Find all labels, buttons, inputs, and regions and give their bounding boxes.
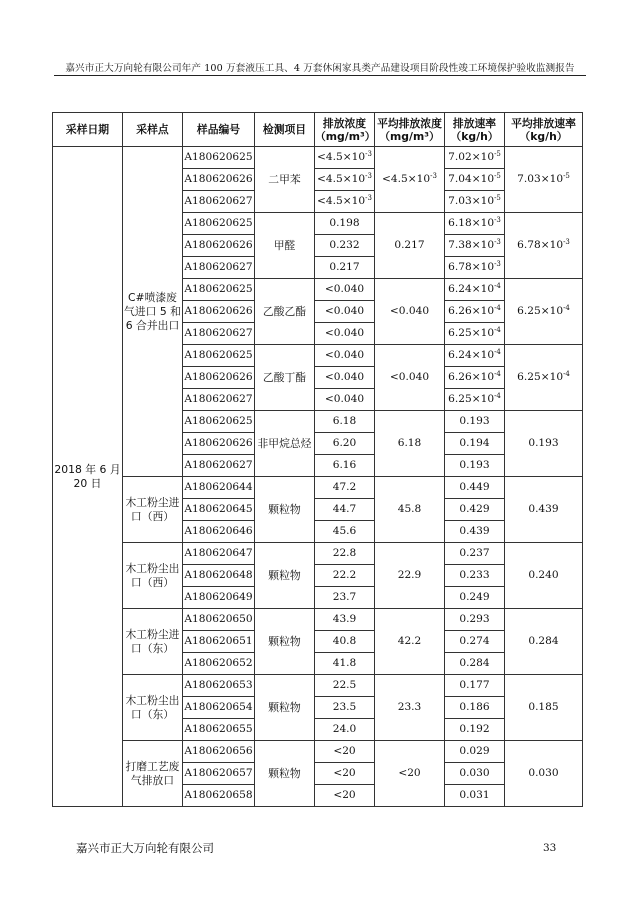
emission-rate-cell-text: 0.193	[459, 459, 490, 471]
avg-concentration-cell	[375, 345, 445, 411]
sample-id-cell	[183, 147, 255, 169]
avg-emission-rate-cell	[505, 477, 583, 543]
test-item-cell	[255, 147, 315, 213]
sample-id-cell	[183, 741, 255, 763]
emission-rate-cell-text: 7.38×10	[448, 239, 495, 251]
exponent: -3	[365, 150, 372, 158]
concentration-cell-text: 0.232	[329, 239, 360, 251]
sample-id-cell	[183, 477, 255, 499]
concentration-cell	[315, 169, 375, 191]
test-item-cell-text: 颗粒物	[268, 568, 301, 582]
emission-rate-cell	[445, 279, 505, 301]
col-header-rate: 排放速率（kg/h）	[445, 113, 505, 147]
avg-emission-rate-cell-text: 0.439	[528, 503, 559, 515]
emission-rate-cell	[445, 345, 505, 367]
concentration-cell	[315, 763, 375, 785]
sampling-point-cell-text: 打磨工艺废气排放口	[125, 759, 180, 787]
emission-rate-cell-text: 0.249	[459, 591, 490, 603]
concentration-cell	[315, 235, 375, 257]
emission-rate-cell-text: 7.02×10	[448, 151, 495, 163]
avg-emission-rate-cell	[505, 147, 583, 213]
col-header-item: 检测项目	[255, 113, 315, 147]
test-item-cell	[255, 411, 315, 477]
exponent: -4	[563, 304, 570, 312]
sample-id-cell	[183, 565, 255, 587]
avg-emission-rate-cell-text: 6.25×10	[517, 371, 564, 383]
concentration-cell-text: <4.5×10	[317, 195, 366, 207]
sampling-point-cell	[123, 609, 183, 675]
avg-concentration-cell	[375, 741, 445, 807]
concentration-cell-text: <0.040	[324, 305, 365, 317]
table-row	[53, 477, 583, 499]
sample-id-cell-text: A180620650	[184, 613, 253, 625]
concentration-cell-text: <0.040	[324, 371, 365, 383]
emission-rate-cell	[445, 257, 505, 279]
concentration-cell	[315, 301, 375, 323]
concentration-cell-text: 23.5	[332, 701, 357, 713]
sample-id-cell	[183, 653, 255, 675]
sample-id-cell	[183, 675, 255, 697]
sampling-point-cell	[123, 477, 183, 543]
sampling-point-cell	[123, 675, 183, 741]
concentration-cell-text: 6.16	[332, 459, 357, 471]
test-item-cell	[255, 213, 315, 279]
emission-rate-cell	[445, 301, 505, 323]
concentration-cell	[315, 587, 375, 609]
sample-id-cell	[183, 235, 255, 257]
avg-emission-rate-cell	[505, 345, 583, 411]
avg-concentration-cell-text: 42.2	[397, 635, 422, 647]
sample-id-cell-text: A180620651	[184, 635, 253, 647]
col-header-sample: 样品编号	[183, 113, 255, 147]
test-item-cell	[255, 345, 315, 411]
emission-rate-cell-text: 0.429	[459, 503, 490, 515]
table-row	[53, 741, 583, 763]
emission-rate-cell	[445, 499, 505, 521]
sample-id-cell-text: A180620626	[184, 239, 253, 251]
sample-id-cell	[183, 279, 255, 301]
exponent: -3	[365, 194, 372, 202]
emission-rate-cell-text: 0.192	[459, 723, 490, 735]
page-header: 嘉兴市正大万向轮有限公司年产 100 万套液压工具、4 万套休闲家具类产品建设项目阶段性竣工环境保护验收监测报告	[65, 63, 575, 74]
emission-rate-cell-text: 0.439	[459, 525, 490, 537]
avg-concentration-cell	[375, 279, 445, 345]
concentration-cell	[315, 279, 375, 301]
sampling-point-cell-text: C#喷漆废气进口 5 和 6 合并出口	[124, 290, 181, 332]
avg-concentration-cell-text: 45.8	[397, 503, 422, 515]
emission-rate-cell-text: 0.186	[459, 701, 490, 713]
test-item-cell-text: 非甲烷总烃	[257, 436, 312, 450]
sample-id-cell-text: A180620646	[184, 525, 253, 537]
sample-id-cell-text: A180620655	[184, 723, 253, 735]
exponent: -5	[494, 150, 501, 158]
sample-id-cell	[183, 587, 255, 609]
exponent: -3	[563, 238, 570, 246]
emission-rate-cell-text: 7.03×10	[448, 195, 495, 207]
emission-rate-cell-text: 6.25×10	[448, 393, 495, 405]
concentration-cell-text: 22.5	[332, 679, 357, 691]
emission-rate-cell	[445, 169, 505, 191]
test-item-cell-text: 颗粒物	[268, 634, 301, 648]
emission-rate-cell	[445, 367, 505, 389]
emission-rate-cell-text: 0.237	[459, 547, 490, 559]
sample-id-cell	[183, 609, 255, 631]
emission-rate-cell	[445, 609, 505, 631]
emission-rate-cell	[445, 697, 505, 719]
avg-emission-rate-cell-text: 0.030	[528, 767, 559, 779]
concentration-cell	[315, 499, 375, 521]
sample-id-cell-text: A180620625	[184, 151, 253, 163]
emission-rate-cell-text: 0.449	[459, 481, 490, 493]
concentration-cell	[315, 367, 375, 389]
concentration-cell-text: 44.7	[332, 503, 357, 515]
avg-concentration-cell	[375, 609, 445, 675]
sample-id-cell	[183, 323, 255, 345]
table-header-row	[53, 113, 583, 147]
sample-id-cell	[183, 213, 255, 235]
avg-emission-rate-cell-text: 0.284	[528, 635, 559, 647]
concentration-cell	[315, 609, 375, 631]
emission-rate-cell	[445, 785, 505, 807]
emission-rate-cell-text: 0.193	[459, 415, 490, 427]
sample-id-cell	[183, 433, 255, 455]
exponent: -3	[430, 172, 437, 180]
table-body	[53, 147, 583, 807]
sample-id-cell-text: A180620645	[184, 503, 253, 515]
sample-id-cell-text: A180620652	[184, 657, 253, 669]
emission-rate-cell-text: 6.26×10	[448, 371, 495, 383]
concentration-cell-text: 45.6	[332, 525, 357, 537]
emission-rate-cell	[445, 631, 505, 653]
sample-id-cell	[183, 521, 255, 543]
col-header-point: 采样点	[123, 113, 183, 147]
concentration-cell-text: 23.7	[332, 591, 357, 603]
sample-id-cell	[183, 719, 255, 741]
sample-id-cell-text: A180620649	[184, 591, 253, 603]
sample-id-cell-text: A180620627	[184, 393, 253, 405]
concentration-cell	[315, 543, 375, 565]
test-item-cell	[255, 741, 315, 807]
sample-id-cell-text: A180620627	[184, 261, 253, 273]
avg-emission-rate-cell	[505, 543, 583, 609]
concentration-cell	[315, 785, 375, 807]
avg-concentration-cell	[375, 675, 445, 741]
table-row	[53, 543, 583, 565]
sample-id-cell	[183, 169, 255, 191]
sample-id-cell-text: A180620626	[184, 305, 253, 317]
test-item-cell-text: 甲醛	[273, 238, 296, 252]
sample-id-cell	[183, 389, 255, 411]
sample-id-cell-text: A180620627	[184, 195, 253, 207]
col-header-avg-conc: 平均排放浓度（mg/m³）	[375, 113, 445, 147]
avg-emission-rate-cell-text: 0.185	[528, 701, 559, 713]
test-item-cell-text: 颗粒物	[268, 766, 301, 780]
exponent: -3	[494, 238, 501, 246]
sample-id-cell-text: A180620626	[184, 437, 253, 449]
emission-rate-cell-text: 0.233	[459, 569, 490, 581]
exponent: -4	[494, 370, 501, 378]
test-item-cell-text: 颗粒物	[268, 502, 301, 516]
emission-rate-cell	[445, 433, 505, 455]
concentration-cell-text: <4.5×10	[317, 151, 366, 163]
sampling-point-cell	[123, 147, 183, 477]
concentration-cell-text: 0.217	[329, 261, 360, 273]
sample-id-cell-text: A180620626	[184, 173, 253, 185]
concentration-cell	[315, 477, 375, 499]
concentration-cell-text: <0.040	[324, 327, 365, 339]
sampling-point-cell-text: 木工粉尘出口（西）	[125, 561, 180, 589]
concentration-cell-text: <4.5×10	[317, 173, 366, 185]
sample-id-cell-text: A180620653	[184, 679, 253, 691]
emission-rate-cell	[445, 235, 505, 257]
avg-concentration-cell	[375, 477, 445, 543]
concentration-cell-text: <0.040	[324, 349, 365, 361]
emission-rate-cell-text: 0.274	[459, 635, 490, 647]
sample-id-cell-text: A180620625	[184, 217, 253, 229]
avg-concentration-cell-text: 6.18	[397, 437, 422, 449]
sample-id-cell-text: A180620657	[184, 767, 253, 779]
exponent: -5	[494, 172, 501, 180]
emission-rate-cell	[445, 565, 505, 587]
avg-emission-rate-cell	[505, 279, 583, 345]
emission-rate-cell-text: 0.030	[459, 767, 490, 779]
concentration-cell-text: 0.198	[329, 217, 360, 229]
avg-concentration-cell-text: <20	[398, 767, 421, 779]
emission-rate-cell-text: 0.194	[459, 437, 490, 449]
sample-id-cell	[183, 785, 255, 807]
concentration-cell-text: 43.9	[332, 613, 357, 625]
test-item-cell-text: 颗粒物	[268, 700, 301, 714]
avg-emission-rate-cell-text: 6.25×10	[517, 305, 564, 317]
sampling-point-cell-text: 木工粉尘进口（东）	[125, 627, 180, 655]
concentration-cell	[315, 213, 375, 235]
concentration-cell	[315, 257, 375, 279]
exponent: -4	[494, 282, 501, 290]
emission-rate-cell	[445, 191, 505, 213]
concentration-cell-text: <20	[333, 789, 356, 801]
exponent: -5	[494, 194, 501, 202]
sample-id-cell-text: A180620656	[184, 745, 253, 757]
sample-id-cell	[183, 631, 255, 653]
test-item-cell	[255, 609, 315, 675]
emission-rate-cell	[445, 323, 505, 345]
avg-concentration-cell	[375, 147, 445, 213]
sample-id-cell	[183, 345, 255, 367]
test-item-cell-text: 二甲苯	[268, 172, 301, 186]
concentration-cell-text: <20	[333, 745, 356, 757]
col-header-avg-rate: 平均排放速率（kg/h）	[505, 113, 583, 147]
emission-rate-cell-text: 6.24×10	[448, 283, 495, 295]
col-header-date: 采样日期	[53, 113, 123, 147]
test-item-cell	[255, 543, 315, 609]
col-header-conc: 排放浓度（mg/m³）	[315, 113, 375, 147]
concentration-cell-text: 6.20	[332, 437, 357, 449]
emission-rate-cell	[445, 587, 505, 609]
avg-concentration-cell-text: <0.040	[389, 371, 430, 383]
test-item-cell-text: 乙酸丁酯	[262, 370, 307, 384]
concentration-cell	[315, 323, 375, 345]
emission-rate-cell-text: 0.031	[459, 789, 490, 801]
exponent: -4	[563, 370, 570, 378]
concentration-cell	[315, 719, 375, 741]
avg-concentration-cell-text: 22.9	[397, 569, 422, 581]
sample-id-cell-text: A180620625	[184, 349, 253, 361]
avg-emission-rate-cell	[505, 609, 583, 675]
table-row	[53, 675, 583, 697]
avg-concentration-cell-text: 0.217	[394, 239, 425, 251]
exponent: -3	[494, 260, 501, 268]
concentration-cell-text: 41.8	[332, 657, 357, 669]
avg-emission-rate-cell	[505, 213, 583, 279]
sampling-point-cell-text: 木工粉尘进口（西）	[125, 495, 180, 523]
emission-rate-cell	[445, 763, 505, 785]
sample-id-cell-text: A180620658	[184, 789, 253, 801]
emission-rate-cell-text: 0.029	[459, 745, 490, 757]
concentration-cell-text: 6.18	[332, 415, 357, 427]
avg-emission-rate-cell	[505, 675, 583, 741]
exponent: -3	[494, 216, 501, 224]
avg-emission-rate-cell-text: 0.193	[528, 437, 559, 449]
header-divider	[54, 75, 586, 76]
concentration-cell	[315, 521, 375, 543]
exponent: -3	[365, 172, 372, 180]
avg-concentration-cell	[375, 543, 445, 609]
avg-emission-rate-cell-text: 6.78×10	[517, 239, 564, 251]
sample-id-cell-text: A180620627	[184, 327, 253, 339]
concentration-cell	[315, 389, 375, 411]
sample-id-cell-text: A180620625	[184, 283, 253, 295]
exponent: -4	[494, 304, 501, 312]
avg-concentration-cell-text: 23.3	[397, 701, 422, 713]
sample-id-cell-text: A180620625	[184, 415, 253, 427]
sampling-point-cell-text: 木工粉尘出口（东）	[125, 693, 180, 721]
page-number: 33	[543, 842, 557, 854]
avg-concentration-cell	[375, 411, 445, 477]
concentration-cell-text: 22.8	[332, 547, 357, 559]
emission-rate-cell	[445, 147, 505, 169]
emission-rate-cell-text: 6.18×10	[448, 217, 495, 229]
sample-id-cell-text: A180620644	[184, 481, 253, 493]
emission-rate-cell	[445, 213, 505, 235]
sampling-point-cell	[123, 741, 183, 807]
concentration-cell-text: <0.040	[324, 283, 365, 295]
sample-id-cell-text: A180620627	[184, 459, 253, 471]
avg-concentration-cell-text: <4.5×10	[382, 173, 431, 185]
avg-emission-rate-cell-text: 7.03×10	[517, 173, 564, 185]
emission-rate-cell	[445, 411, 505, 433]
concentration-cell	[315, 653, 375, 675]
sample-id-cell-text: A180620647	[184, 547, 253, 559]
sample-id-cell	[183, 763, 255, 785]
emission-rate-cell	[445, 389, 505, 411]
concentration-cell	[315, 345, 375, 367]
footer-company: 嘉兴市正大万向轮有限公司	[76, 841, 214, 855]
emission-rate-cell-text: 6.25×10	[448, 327, 495, 339]
sample-id-cell	[183, 697, 255, 719]
sample-id-cell-text: A180620626	[184, 371, 253, 383]
emission-rate-cell-text: 6.24×10	[448, 349, 495, 361]
emission-monitoring-table	[52, 112, 583, 807]
exponent: -5	[563, 172, 570, 180]
sampling-date-cell	[53, 147, 123, 807]
concentration-cell	[315, 147, 375, 169]
avg-concentration-cell	[375, 213, 445, 279]
avg-concentration-cell-text: <0.040	[389, 305, 430, 317]
sample-id-cell-text: A180620648	[184, 569, 253, 581]
concentration-cell	[315, 411, 375, 433]
emission-rate-cell-text: 0.177	[459, 679, 490, 691]
concentration-cell-text: 40.8	[332, 635, 357, 647]
concentration-cell	[315, 697, 375, 719]
emission-rate-cell	[445, 543, 505, 565]
emission-rate-cell	[445, 675, 505, 697]
concentration-cell	[315, 565, 375, 587]
concentration-cell	[315, 631, 375, 653]
table-row	[53, 147, 583, 169]
concentration-cell-text: 47.2	[332, 481, 357, 493]
emission-rate-cell-text: 0.284	[459, 657, 490, 669]
avg-emission-rate-cell	[505, 411, 583, 477]
table-row	[53, 609, 583, 631]
sample-id-cell	[183, 367, 255, 389]
concentration-cell	[315, 455, 375, 477]
avg-emission-rate-cell-text: 0.240	[528, 569, 559, 581]
sample-id-cell	[183, 455, 255, 477]
sample-id-cell	[183, 543, 255, 565]
avg-emission-rate-cell	[505, 741, 583, 807]
emission-rate-cell	[445, 719, 505, 741]
concentration-cell	[315, 741, 375, 763]
exponent: -4	[494, 392, 501, 400]
emission-rate-cell-text: 7.04×10	[448, 173, 495, 185]
concentration-cell-text: 22.2	[332, 569, 357, 581]
exponent: -4	[494, 348, 501, 356]
test-item-cell-text: 乙酸乙酯	[262, 304, 307, 318]
emission-rate-cell	[445, 455, 505, 477]
concentration-cell	[315, 191, 375, 213]
test-item-cell	[255, 675, 315, 741]
sample-id-cell	[183, 257, 255, 279]
concentration-cell-text: <20	[333, 767, 356, 779]
sampling-date-cell-text: 2018 年 6 月 20 日	[54, 462, 121, 490]
sample-id-cell	[183, 301, 255, 323]
concentration-cell	[315, 433, 375, 455]
concentration-cell	[315, 675, 375, 697]
emission-rate-cell-text: 6.78×10	[448, 261, 495, 273]
sample-id-cell	[183, 499, 255, 521]
emission-rate-cell	[445, 653, 505, 675]
emission-rate-cell	[445, 477, 505, 499]
test-item-cell	[255, 477, 315, 543]
emission-rate-cell	[445, 521, 505, 543]
emission-rate-cell	[445, 741, 505, 763]
test-item-cell	[255, 279, 315, 345]
emission-rate-cell-text: 0.293	[459, 613, 490, 625]
concentration-cell-text: 24.0	[332, 723, 357, 735]
sampling-point-cell	[123, 543, 183, 609]
concentration-cell-text: <0.040	[324, 393, 365, 405]
exponent: -4	[494, 326, 501, 334]
sample-id-cell-text: A180620654	[184, 701, 253, 713]
sample-id-cell	[183, 411, 255, 433]
sample-id-cell	[183, 191, 255, 213]
emission-rate-cell-text: 6.26×10	[448, 305, 495, 317]
